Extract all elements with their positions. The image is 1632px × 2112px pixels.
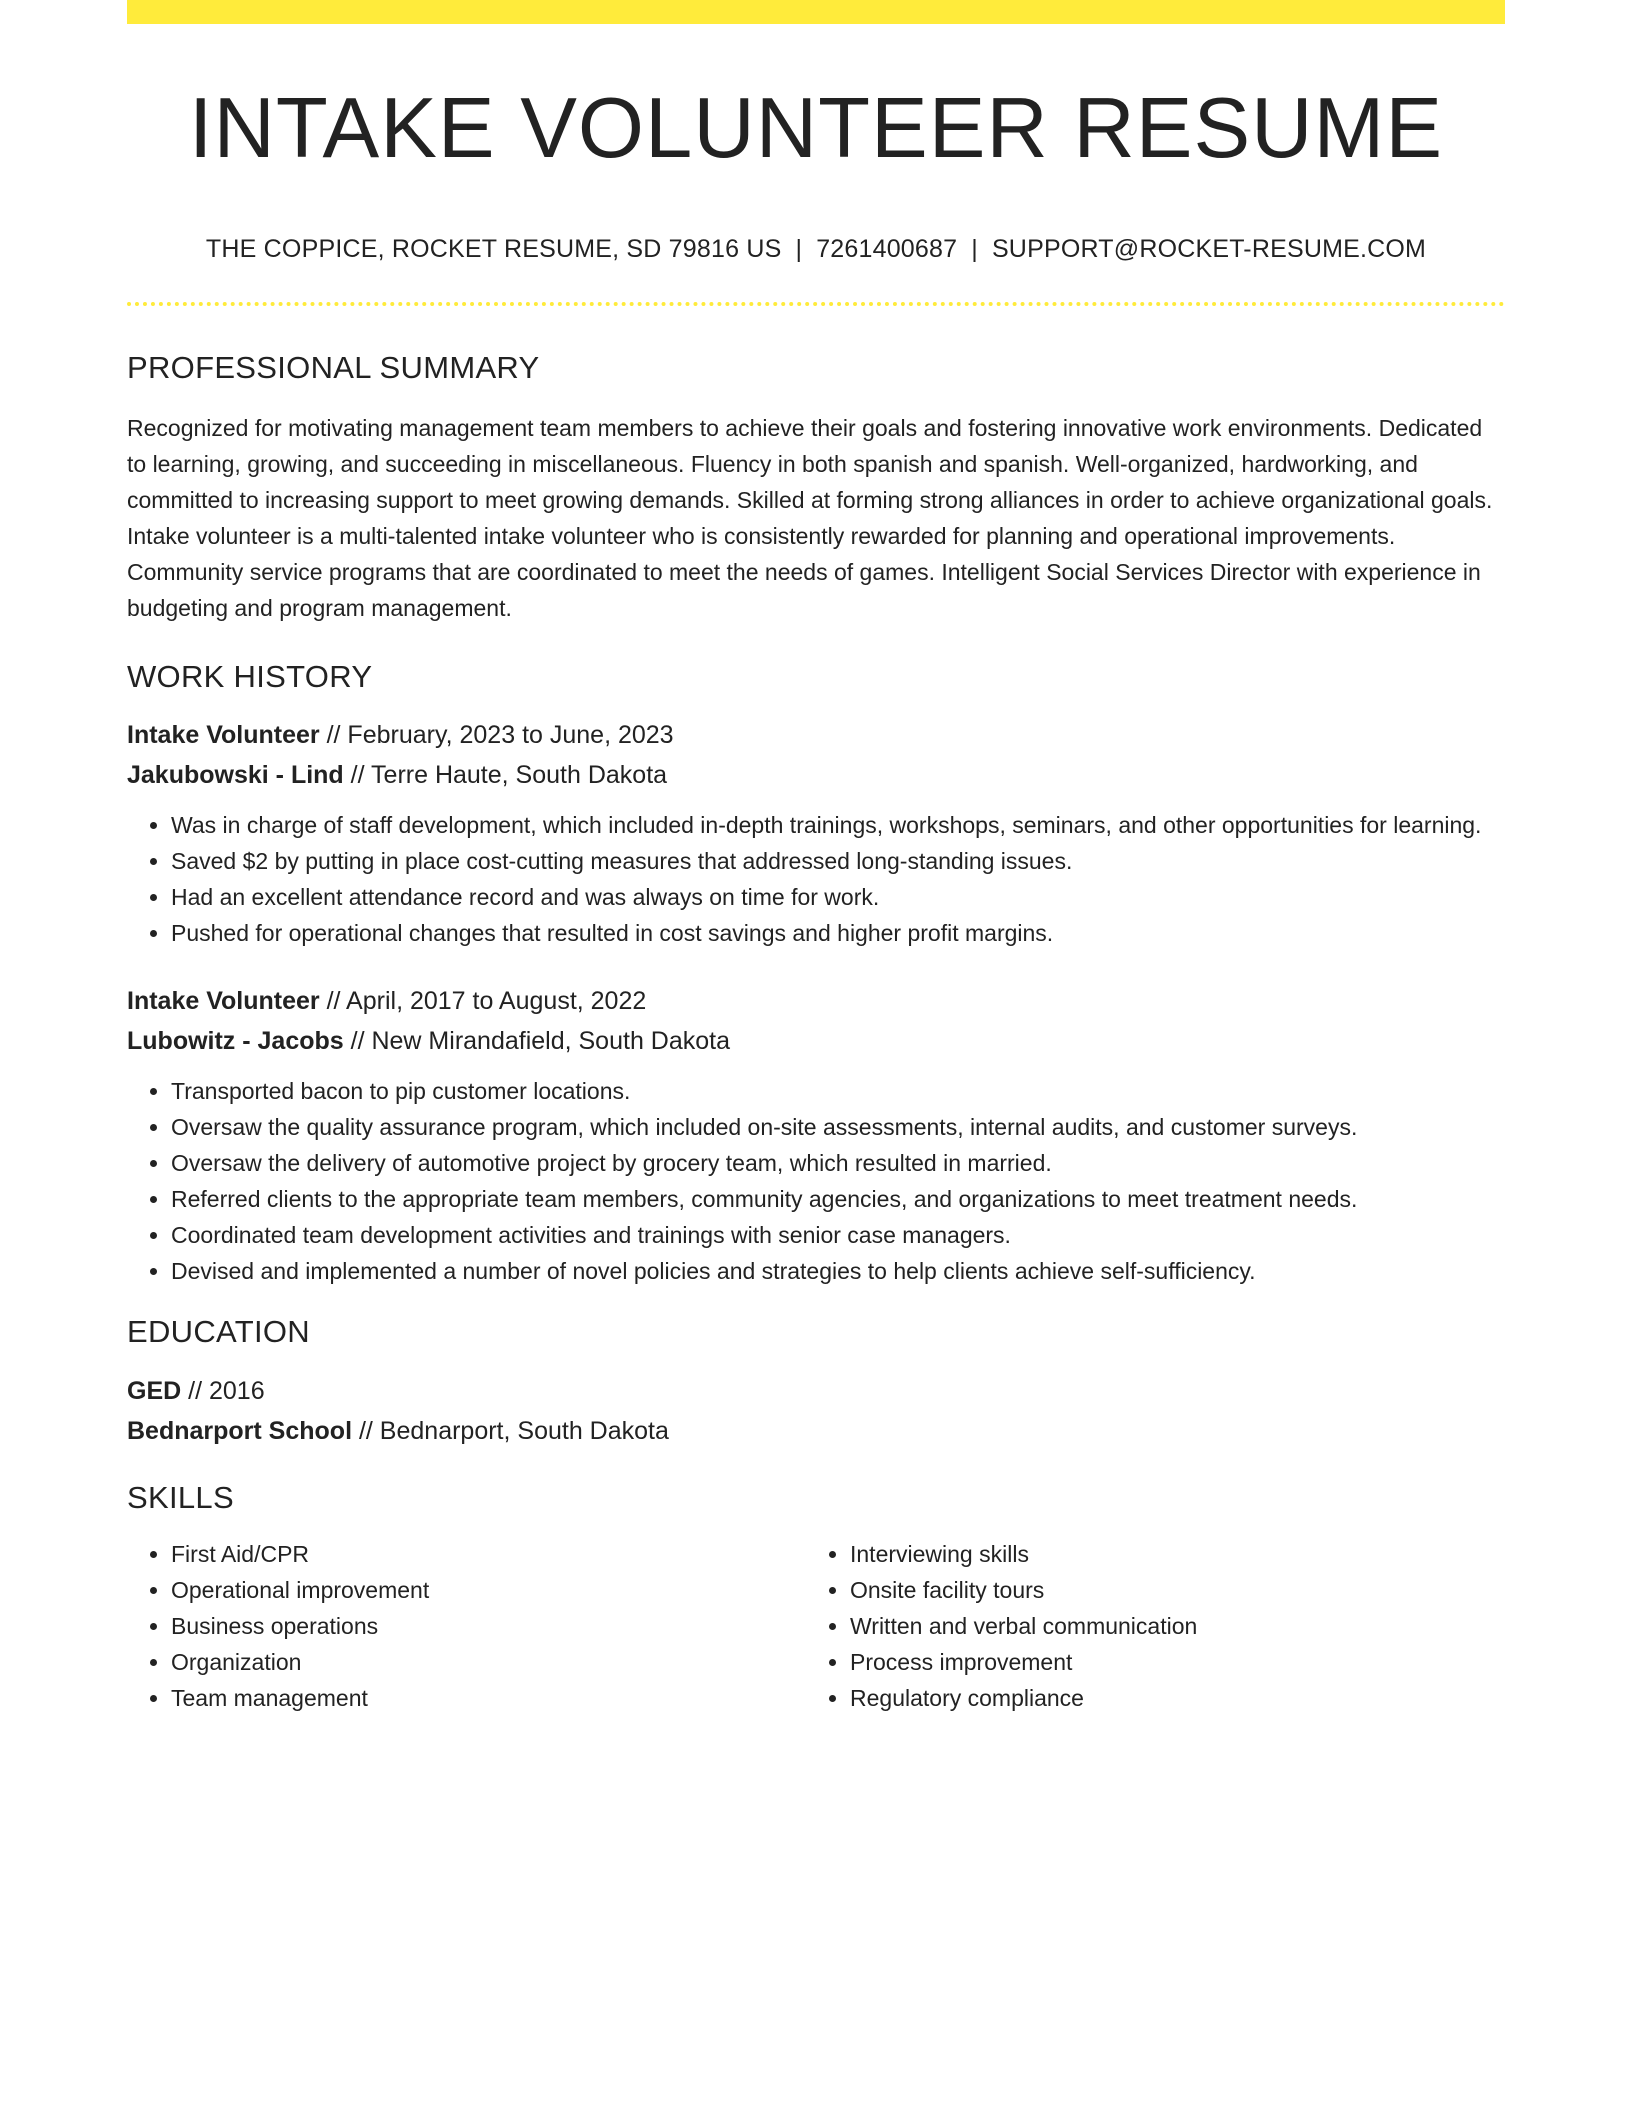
list-item: • Oversaw the quality assurance program, which included on-site assessments, internal audits, and customer surveys. (171, 1109, 1505, 1145)
list-item: • Devised and implemented a number of novel policies and strategies to help clients achieve self-sufficiency. (171, 1253, 1505, 1289)
skill-item: • Written and verbal communication (850, 1608, 1485, 1644)
job-dates: // February, 2023 to June, 2023 (326, 721, 674, 750)
list-item: • Was in charge of staff development, which included in-depth trainings, workshops, seminars, and other opportunities for learning. (171, 807, 1505, 843)
section-title-education: EDUCATION (127, 1314, 310, 1350)
job-company-line (127, 1021, 1505, 1061)
contact-address: THE COPPICE, ROCKET RESUME, SD 79816 US (205, 235, 782, 263)
contact-email: SUPPORT@ROCKET-RESUME.COM (991, 235, 1427, 263)
job-location: // New Mirandafield, South Dakota (350, 1027, 730, 1056)
job-role: Intake Volunteer (127, 721, 320, 750)
list-item: • Transported bacon to pip customer locations. (171, 1073, 1505, 1109)
resume-page (127, 0, 1505, 1716)
job-role-line (127, 715, 1505, 755)
job-location: // Terre Haute, South Dakota (350, 761, 668, 790)
job-company: Jakubowski - Lind (127, 761, 344, 790)
skills-list-left (127, 1536, 806, 1716)
contact-separator: | (795, 235, 803, 263)
list-item: • Had an excellent attendance record and was always on time for work. (171, 879, 1505, 915)
contact-phone: 7261400687 (816, 235, 958, 263)
accent-top-bar (127, 0, 1505, 24)
education-degree-line (127, 1371, 1505, 1411)
job-bullets (127, 1073, 1505, 1289)
job-role: Intake Volunteer (127, 987, 320, 1016)
skill-item: • Organization (171, 1644, 806, 1680)
contact-separator: | (971, 235, 978, 263)
section-title-summary: PROFESSIONAL SUMMARY (127, 350, 540, 385)
skill-item: • Operational improvement (171, 1572, 806, 1608)
dotted-divider (127, 302, 1505, 306)
job-company-line (127, 755, 1505, 795)
list-item: • Coordinated team development activities and trainings with senior case managers. (171, 1217, 1505, 1253)
education-school: Bednarport School (127, 1416, 353, 1445)
job-entry (127, 981, 1505, 1289)
education-location: // Bednarport, South Dakota (358, 1416, 669, 1445)
section-title-skills: SKILLS (127, 1479, 234, 1515)
education-school-line (127, 1411, 1505, 1451)
education-year: // 2016 (188, 1376, 265, 1405)
list-item: • Pushed for operational changes that resulted in cost savings and higher profit margins. (171, 915, 1505, 951)
skills-list-right (806, 1536, 1485, 1716)
job-company: Lubowitz - Jacobs (127, 1027, 344, 1056)
skill-item: • Team management (171, 1680, 806, 1716)
job-dates: // April, 2017 to August, 2022 (326, 987, 647, 1016)
resume-title: INTAKE VOLUNTEER RESUME (188, 81, 1444, 176)
skill-item: • First Aid/CPR (171, 1536, 806, 1572)
job-bullets (127, 807, 1505, 951)
summary-text: Recognized for motivating management team members to achieve their goals and fostering innovative work environments. Dedicated to learning, growing, and succeeding in miscellaneous. Fluency in both spanish and spanish. Well-organized, hardworking, and committed to increasing support to meet growing demands. Skilled at forming strong alliances in order to achieve organizational goals. Intake volunteer is a multi-talented intake volunteer who is consistently rewarded for planning and operational improvements. Community service programs that are coordinated to meet the needs of games. Intelligent Social Services Director with experience in budgeting and program management. (127, 415, 1493, 622)
list-item: • Saved $2 by putting in place cost-cutting measures that addressed long-standing issues. (171, 843, 1505, 879)
contact-line (127, 235, 1505, 264)
skill-item: • Regulatory compliance (850, 1680, 1485, 1716)
skill-item: • Onsite facility tours (850, 1572, 1485, 1608)
job-entry (127, 715, 1505, 951)
list-item: • Referred clients to the appropriate team members, community agencies, and organizations to meet treatment needs. (171, 1181, 1505, 1217)
list-item: • Oversaw the delivery of automotive project by grocery team, which resulted in married. (171, 1145, 1505, 1181)
job-role-line (127, 981, 1505, 1021)
skill-item: • Interviewing skills (850, 1536, 1485, 1572)
skill-item: • Business operations (171, 1608, 806, 1644)
skill-item: • Process improvement (850, 1644, 1485, 1680)
education-entry (127, 1371, 1505, 1451)
section-title-work-history: WORK HISTORY (127, 659, 373, 695)
education-degree: GED (127, 1376, 182, 1405)
skills-columns (127, 1536, 1505, 1716)
